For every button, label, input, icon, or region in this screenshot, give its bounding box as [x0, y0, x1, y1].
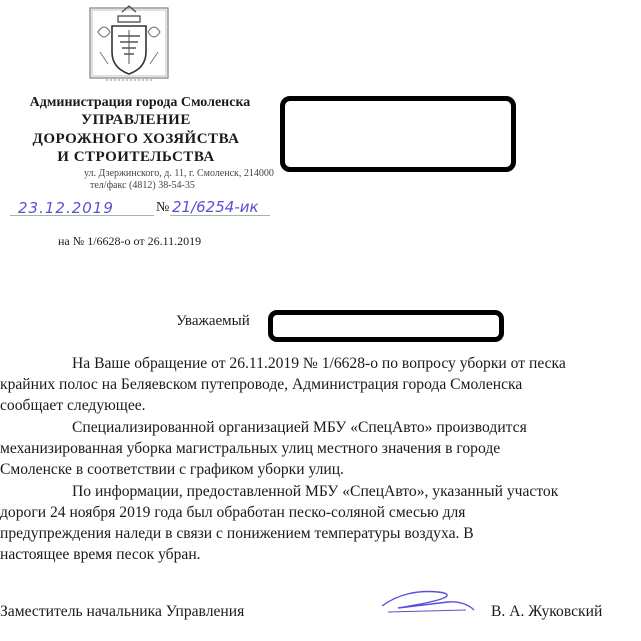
signatory-name: В. А. Жуковский — [491, 603, 603, 620]
signature-mark — [378, 584, 478, 620]
paragraph-line: настоящее время песок убран. — [0, 546, 201, 563]
date-underline — [10, 215, 154, 216]
org-phone: тел/факс (4812) 38-54-35 — [90, 180, 195, 191]
paragraph-line: На Ваше обращение от 26.11.2019 № 1/6628-о по вопросу уборки от песка — [72, 355, 566, 372]
paragraph-3 — [0, 481, 623, 565]
greeting: Уважаемый — [176, 313, 250, 329]
number-sign: № — [156, 200, 170, 215]
paragraph-1 — [0, 353, 623, 416]
signatory-title: Заместитель начальника Управления — [0, 603, 245, 620]
registration-date: 23.12.2019 — [18, 199, 114, 217]
paragraph-line: дороги 24 ноября 2019 года был обработан песко-соляной смесью для — [0, 504, 466, 521]
org-dept-line2: ДОРОЖНОГО ХОЗЯЙСТВА — [32, 131, 240, 147]
reference-line: на № 1/6628-о от 26.11.2019 — [58, 234, 202, 248]
org-admin-name: Администрация города Смоленска — [29, 95, 251, 110]
org-dept-line3: И СТРОИТЕЛЬСТВА — [57, 149, 215, 165]
paragraph-line: механизированная уборка магистральных улиц местного значения в городе — [0, 440, 501, 457]
paragraph-2 — [0, 417, 623, 480]
paragraph-line: крайних полос на Беляевском путепроводе, Администрация города Смоленска — [0, 376, 523, 393]
paragraph-line: Смоленске в соответствии с графиком уборки улиц. — [0, 461, 344, 478]
paragraph-line: По информации, предоставленной МБУ «СпецАвто», указанный участок — [72, 483, 559, 500]
org-dept-line1: УПРАВЛЕНИЕ — [81, 112, 191, 128]
org-address: ул. Дзержинского, д. 11, г. Смоленск, 214000 — [84, 168, 274, 179]
redaction-box-recipient — [280, 96, 516, 172]
paragraph-line: сообщает следующее. — [0, 397, 146, 414]
number-underline — [170, 215, 270, 216]
registration-number: 21/6254-ик — [172, 198, 259, 216]
paragraph-line: предупреждения наледи в связи с понижением температуры воздуха. В — [0, 525, 474, 542]
redaction-box-name — [268, 310, 504, 342]
paragraph-line: Специализированной организацией МБУ «СпецАвто» производится — [72, 419, 527, 436]
coat-of-arms-icon — [88, 2, 170, 88]
